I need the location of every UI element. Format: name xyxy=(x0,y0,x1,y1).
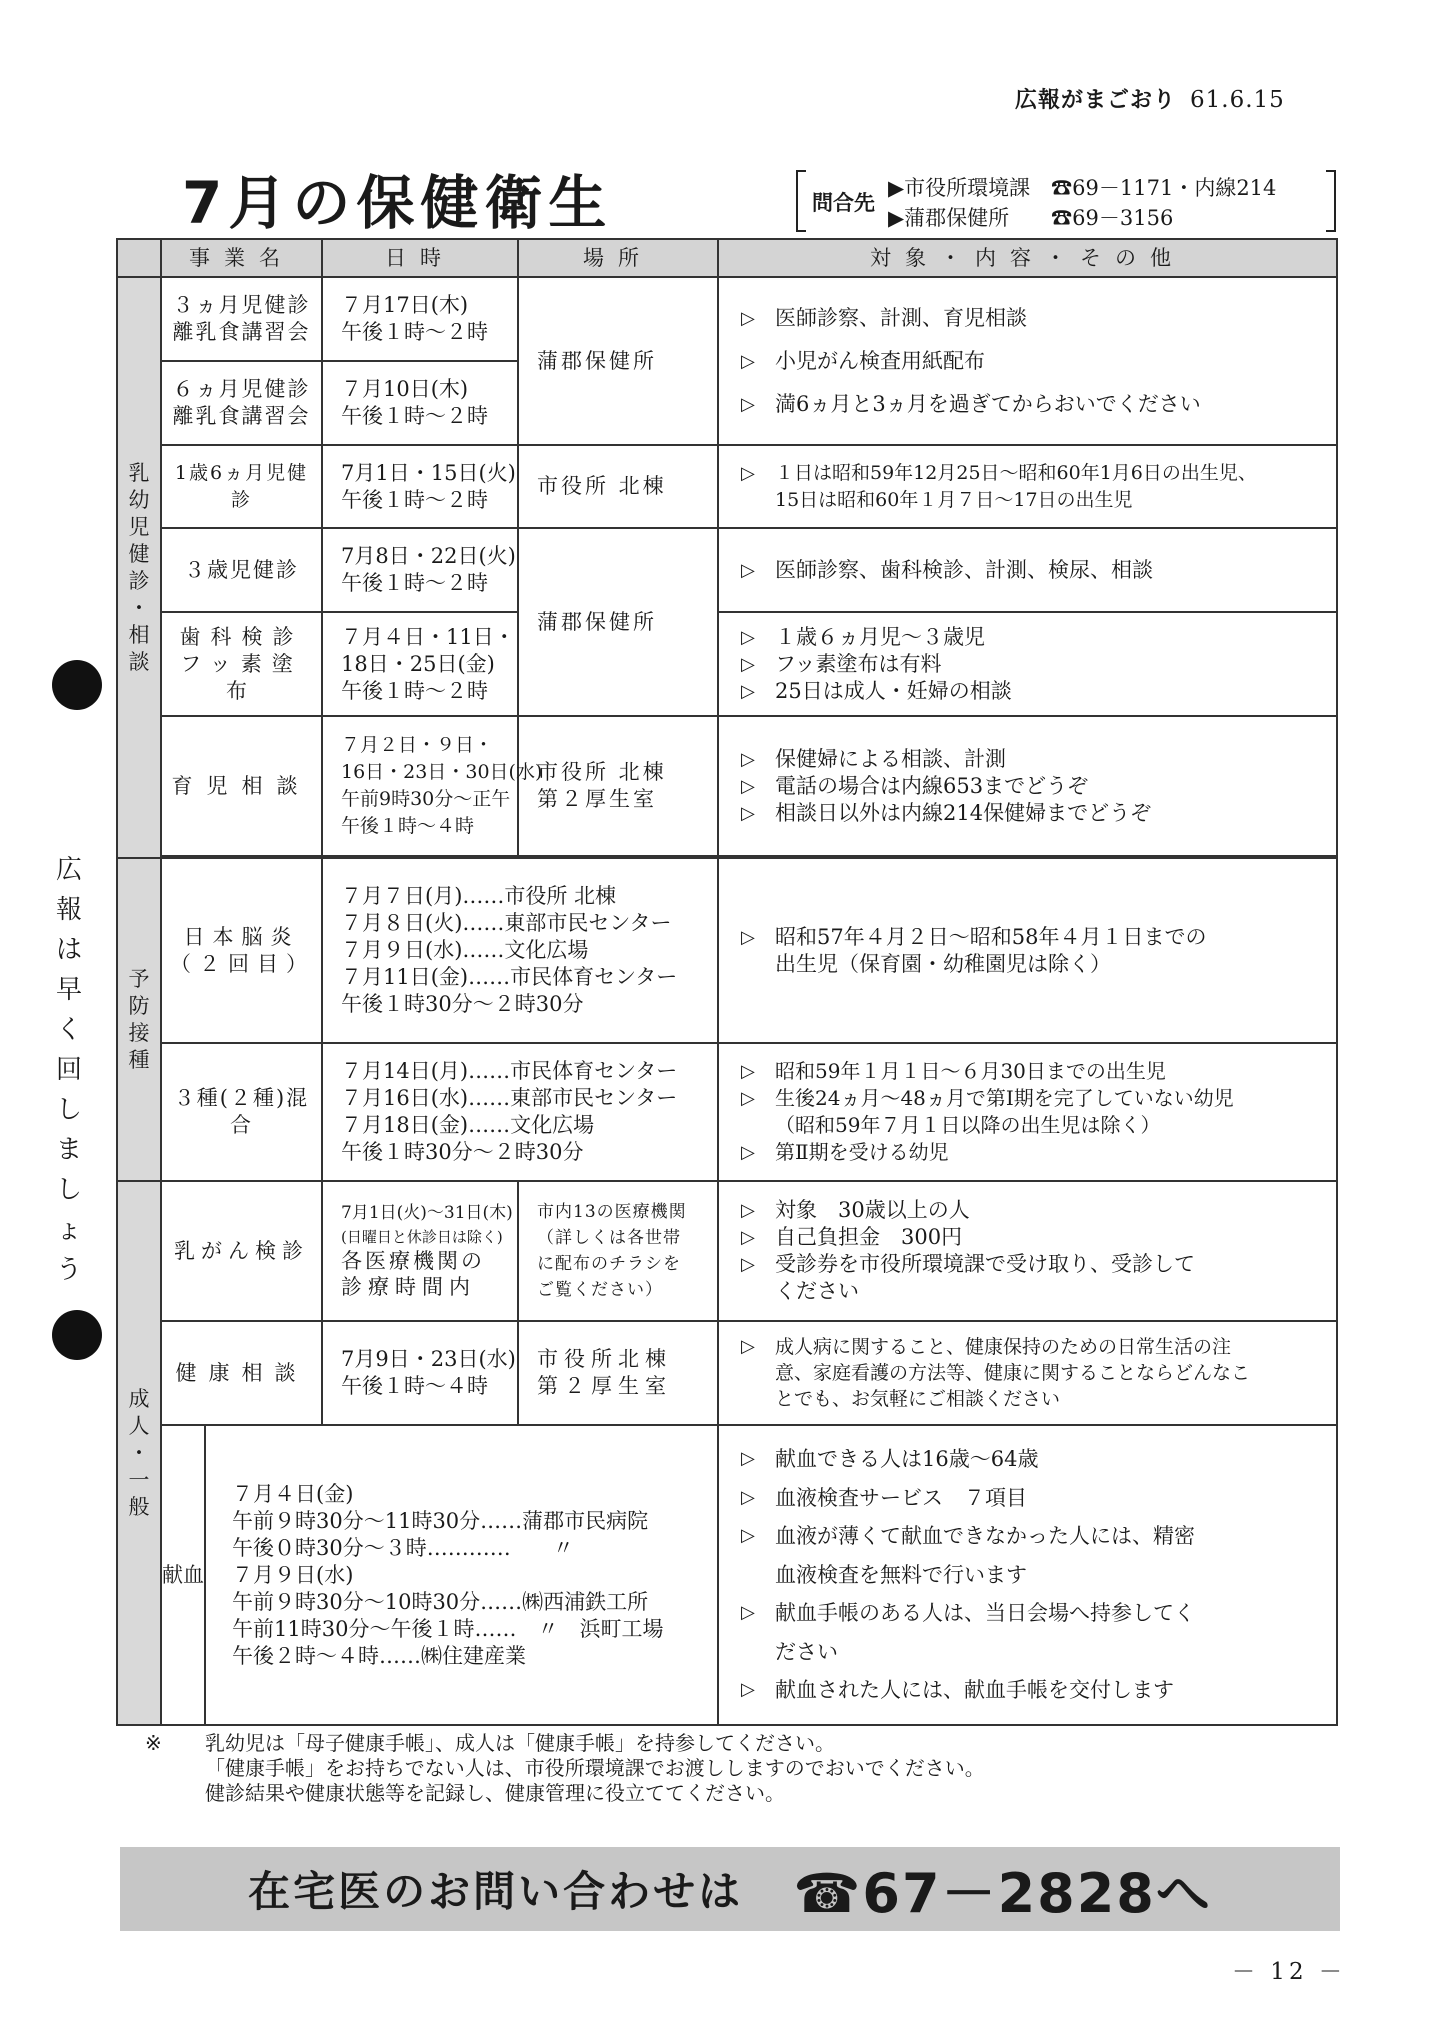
side-text-char: し xyxy=(55,1095,82,1125)
category-char: 般 xyxy=(128,1494,150,1519)
event-place: 蒲郡保健所 xyxy=(518,277,718,445)
event-datetime: 7月8日・22日(火) 午後１時～２時 xyxy=(322,528,518,612)
table-row xyxy=(117,1321,1337,1425)
bracket-left xyxy=(796,170,806,232)
category-char: 診 xyxy=(128,568,150,593)
side-text-char: く xyxy=(55,1015,82,1045)
banner-text: 在宅医のお問い合わせは xyxy=(248,1867,744,1916)
event-notes: ▷ 医師診察、歯科検診、計測、検尿、相談 xyxy=(718,528,1337,612)
page-number: － 12 － xyxy=(1232,1959,1346,1985)
category-char: 一 xyxy=(128,1467,150,1492)
category-char: ・ xyxy=(128,1440,150,1465)
event-datetime: ７月10日(木) 午後１時～２時 xyxy=(322,361,518,445)
category-char: 乳 xyxy=(128,460,150,485)
category-char: 種 xyxy=(128,1047,150,1072)
category-char: 血 xyxy=(183,1562,204,1587)
table-row xyxy=(117,612,1337,716)
event-datetime: 7月1日(火)～31日(木) (日曜日と休診日は除く) 各医療機関の 診療時間内 xyxy=(322,1181,518,1321)
event-datetime: ７月17日(木) 午後１時～２時 xyxy=(322,277,518,361)
category-char: 幼 xyxy=(128,487,150,512)
event-name: ３歳児健診 xyxy=(161,528,322,612)
banner-phone: ☎67－2828へ xyxy=(793,1861,1212,1925)
table-row xyxy=(117,1043,1337,1181)
footnote xyxy=(145,1731,985,1806)
event-name: 日本脳炎 （２回目） xyxy=(161,858,322,1043)
side-text-char: ょ xyxy=(55,1215,82,1245)
col-header-place: 場所 xyxy=(518,239,718,277)
side-text-char: 広 xyxy=(55,855,82,885)
event-notes: ▷ 成人病に関すること、健康保持のための日常生活の注 意、家庭看護の方法等、健康に関することならどんなこ とでも、お気軽にご相談ください xyxy=(718,1321,1337,1425)
page-title: 7月の保健衛生 xyxy=(182,169,613,237)
category-infant xyxy=(117,277,161,858)
category-char: 接 xyxy=(128,1020,150,1045)
table-row xyxy=(117,445,1337,528)
schedule-table xyxy=(116,238,1338,1726)
category-char: 相 xyxy=(128,622,150,647)
event-datetime: ７月４日・11日・ 18日・25日(金) 午後１時～２時 xyxy=(322,612,518,716)
category-char: ・ xyxy=(128,595,150,620)
col-header-name: 事業名 xyxy=(161,239,322,277)
table-row-blood-donation xyxy=(117,1425,1337,1725)
event-place: 市役所北棟 第２厚生室 xyxy=(518,1321,718,1425)
event-place: 市役所 北棟 第２厚生室 xyxy=(518,716,718,856)
footnote-mark: ※ xyxy=(145,1731,162,1755)
event-notes: ▷ 昭和59年１月１日～６月30日までの出生児 ▷ 生後24ヵ月～48ヵ月で第Ⅰ期を完了していない幼児 （昭和59年７月１日以降の出生児は除く） ▷ 第Ⅱ期を受ける幼児 xyxy=(718,1043,1337,1181)
col-header-notes: 対象・内容・その他 xyxy=(718,239,1337,277)
issue-date: 61.6.15 xyxy=(1190,87,1285,113)
event-notes: ▷ 献血できる人は16歳～64歳 ▷ 血液検査サービス ７項目 ▷ 血液が薄くて献血できなかった人には、精密 血液検査を無料で行います ▷ 献血手帳のある人は、当日会場へ持参してく ださい ▷ 献血された人には、献血手帳を交付します xyxy=(718,1425,1337,1725)
binder-hole-icon xyxy=(52,660,102,710)
event-name: ３ヵ月児健診 離乳食講習会 xyxy=(161,277,322,361)
contact-line-city-office: ▶市役所環境課 ☎69－1171・内線214 xyxy=(888,176,1277,200)
event-datetime: 7月9日・23日(水) 午後１時～４時 xyxy=(322,1321,518,1425)
category-adult xyxy=(117,1181,161,1725)
side-text-char: 回 xyxy=(55,1055,82,1085)
side-text-char: う xyxy=(55,1255,82,1285)
event-notes: ▷ 保健婦による相談、計測 ▷ 電話の場合は内線653までどうぞ ▷ 相談日以外は内線214保健婦までどうぞ xyxy=(718,716,1337,856)
category-char: 防 xyxy=(128,993,150,1018)
event-notes: ▷ １日は昭和59年12月25日～昭和60年1月6日の出生児、 15日は昭和60年１月７日～17日の出生児 xyxy=(718,445,1337,528)
category-char: 成 xyxy=(128,1386,150,1411)
publication-name: 広報がまごおり xyxy=(1015,88,1177,113)
event-notes: ▷ 対象 30歳以上の人 ▷ 自己負担金 300円 ▷ 受診券を市役所環境課で受け取り、受診して ください xyxy=(718,1181,1337,1321)
footnote-line: 「健康手帳」をお持ちでない人は、市役所環境課でお渡ししますのでおいでください。 xyxy=(205,1756,985,1780)
blood-donation-schedule: ７月４日(金) 午前９時30分～11時30分……蒲郡市民病院 午後０時30分～３時………… 〃 ７月９日(水) 午前９時30分～10時30分……㈱西浦鉄工所 午前11時30分～午後１時…… 〃 浜町工場 午後２時～４時……㈱住建産業 xyxy=(205,1425,718,1725)
header-blank xyxy=(117,239,161,277)
side-text-char: ま xyxy=(55,1135,82,1165)
table-row xyxy=(117,858,1337,1043)
event-notes: ▷ １歳６ヵ月児～３歳児 ▷ フッ素塗布は有料 ▷ 25日は成人・妊婦の相談 xyxy=(718,612,1337,716)
footnote-line: 乳幼児は「母子健康手帳」、成人は「健康手帳」を持参してください。 xyxy=(205,1731,835,1755)
event-notes: ▷ 昭和57年４月２日～昭和58年４月１日までの 出生児（保育園・幼稚園児は除く） xyxy=(718,858,1337,1043)
page-header xyxy=(1015,83,1285,114)
contact-box xyxy=(796,170,1336,232)
event-place: 市内13の医療機関 （詳しくは各世帯 に配布のチラシを ご覧ください） xyxy=(518,1181,718,1321)
side-text-char: 早 xyxy=(55,975,82,1005)
contact-label: 問合先 xyxy=(812,191,875,215)
event-datetime-place: ７月14日(月)……市民体育センター ７月16日(水)……東部市民センター ７月18日(金)……文化広場 午後１時30分～２時30分 xyxy=(322,1043,718,1181)
table-row xyxy=(117,528,1337,612)
event-name: 健康相談 xyxy=(161,1321,322,1425)
table-row xyxy=(117,1181,1337,1321)
event-datetime-place: ７月７日(月)……市役所 北棟 ７月８日(火)……東部市民センター ７月９日(水)……文化広場 ７月11日(金)……市民体育センター 午後１時30分～２時30分 xyxy=(322,858,718,1043)
event-datetime: 7月1日・15日(火) 午後１時～２時 xyxy=(322,445,518,528)
table-row xyxy=(117,716,1337,856)
category-char: 予 xyxy=(128,966,150,991)
category-char: 献 xyxy=(162,1562,183,1587)
side-text-char: 報 xyxy=(55,895,82,925)
side-text-char: は xyxy=(55,935,82,965)
side-text-char: し xyxy=(55,1175,82,1205)
subcategory-blood xyxy=(161,1425,205,1725)
table-row xyxy=(117,277,1337,361)
event-place: 蒲郡保健所 xyxy=(518,528,718,716)
contact-line-health-center: ▶蒲郡保健所 ☎69－3156 xyxy=(888,206,1174,230)
event-name: 育児相談 xyxy=(161,716,322,856)
table-header-row xyxy=(117,239,1337,277)
event-name: ６ヵ月児健診 離乳食講習会 xyxy=(161,361,322,445)
category-char: 談 xyxy=(128,649,150,674)
binder-hole-icon xyxy=(52,1310,102,1360)
event-name: ３種(２種)混合 xyxy=(161,1043,322,1181)
category-char: 健 xyxy=(128,541,150,566)
event-datetime: ７月２日・９日・ 16日・23日・30日(水) 午前9時30分～正午 午後１時～４時 xyxy=(322,716,518,856)
event-notes: ▷ 医師診察、計測、育児相談 ▷ 小児がん検査用紙配布 ▷ 満6ヵ月と3ヵ月を過ぎてからおいでください xyxy=(718,277,1337,445)
category-vaccination xyxy=(117,858,161,1181)
category-char: 人 xyxy=(128,1413,150,1438)
side-vertical-text xyxy=(54,850,84,1290)
footnote-line: 健診結果や健康状態等を記録し、健康管理に役立ててください。 xyxy=(205,1781,785,1805)
home-doctor-banner xyxy=(120,1847,1340,1931)
col-header-datetime: 日時 xyxy=(322,239,518,277)
event-place: 市役所 北棟 xyxy=(518,445,718,528)
event-name: 1歳6ヵ月児健診 xyxy=(161,445,322,528)
category-char: 児 xyxy=(128,514,150,539)
event-name: 歯科検診 フッ素塗布 xyxy=(161,612,322,716)
event-name: 乳がん検診 xyxy=(161,1181,322,1321)
bracket-right xyxy=(1326,170,1336,232)
